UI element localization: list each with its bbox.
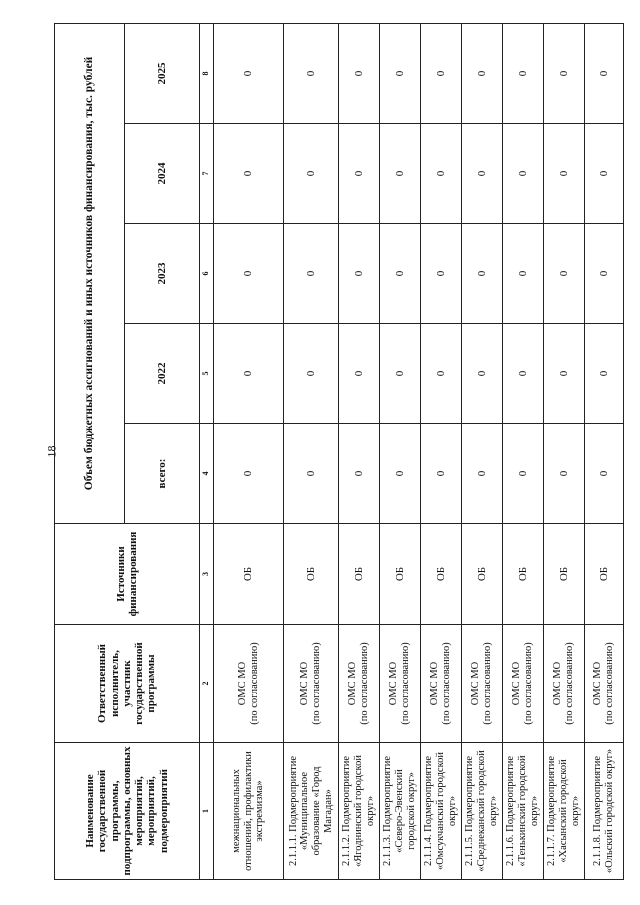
column-number: 4 — [200, 424, 214, 524]
row-source-cell: ОБ — [462, 524, 503, 625]
row-responsible-cell — [544, 625, 585, 743]
row-2023-cell: 0 — [462, 224, 503, 324]
budget-table — [54, 23, 624, 880]
row-source-cell: ОБ — [214, 524, 284, 625]
responsible-note: (по согласованию) — [564, 642, 575, 725]
row-2024-cell: 0 — [503, 124, 544, 224]
row-2025-cell: 0 — [284, 23, 339, 123]
table-row — [421, 23, 462, 879]
row-source-cell: ОБ — [380, 524, 421, 625]
responsible-note: (по согласованию) — [523, 642, 534, 725]
column-number: 5 — [200, 324, 214, 424]
row-2023-cell: 0 — [503, 224, 544, 324]
row-2022-cell: 0 — [585, 324, 624, 424]
row-total-cell: 0 — [462, 424, 503, 524]
row-responsible-cell — [339, 625, 380, 743]
row-total-cell: 0 — [421, 424, 462, 524]
row-2024-cell: 0 — [380, 124, 421, 224]
row-2022-cell: 0 — [339, 324, 380, 424]
row-2025-cell: 0 — [214, 23, 284, 123]
responsible-note: (по согласованию) — [311, 642, 322, 725]
responsible-note: (по согласованию) — [359, 642, 370, 725]
header-2025: 2025 — [125, 23, 200, 123]
row-source-cell: ОБ — [421, 524, 462, 625]
row-total-cell: 0 — [284, 424, 339, 524]
row-2025-cell: 0 — [585, 23, 624, 123]
column-number: 1 — [200, 743, 214, 880]
row-2022-cell: 0 — [544, 324, 585, 424]
row-2025-cell: 0 — [339, 23, 380, 123]
row-name-cell: 2.1.1.1. Подмероприятие «Муниципальное образование «Город Магадан» — [284, 743, 339, 880]
header-sources: Источники финансирования — [55, 524, 200, 625]
row-2022-cell: 0 — [284, 324, 339, 424]
row-source-cell: ОБ — [544, 524, 585, 625]
responsible-label: ОМС МО — [552, 661, 564, 706]
column-number: 8 — [200, 23, 214, 123]
row-name-cell: 2.1.1.2. Подмероприятие «Ягоднинский городской округ» — [339, 743, 380, 880]
table-row — [503, 23, 544, 879]
row-total-cell: 0 — [503, 424, 544, 524]
row-2024-cell: 0 — [544, 124, 585, 224]
row-2022-cell: 0 — [503, 324, 544, 424]
row-source-cell: ОБ — [284, 524, 339, 625]
column-number: 3 — [200, 524, 214, 625]
row-2024-cell: 0 — [284, 124, 339, 224]
row-2023-cell: 0 — [585, 224, 624, 324]
row-2024-cell: 0 — [339, 124, 380, 224]
table-row — [380, 23, 421, 879]
row-2022-cell: 0 — [462, 324, 503, 424]
rotated-table-container — [54, 24, 615, 880]
table-row — [544, 23, 585, 879]
responsible-label: ОМС МО — [470, 661, 482, 706]
row-total-cell: 0 — [339, 424, 380, 524]
responsible-label: ОМС МО — [388, 661, 400, 706]
row-responsible-cell — [214, 625, 284, 743]
column-number: 6 — [200, 224, 214, 324]
responsible-note: (по согласованию) — [248, 642, 260, 725]
header-name: Наименование государственной программы, подпрограммы, основных мероприятий, мероприятий, подмероприятий — [55, 743, 200, 880]
responsible-label: ОМС МО — [236, 661, 248, 706]
row-2024-cell: 0 — [585, 124, 624, 224]
row-total-cell: 0 — [380, 424, 421, 524]
row-2023-cell: 0 — [544, 224, 585, 324]
row-source-cell: ОБ — [585, 524, 624, 625]
responsible-note: (по согласованию) — [441, 642, 452, 725]
row-responsible-cell — [421, 625, 462, 743]
row-source-cell: ОБ — [339, 524, 380, 625]
responsible-label: ОМС МО — [511, 661, 523, 706]
row-2025-cell: 0 — [380, 23, 421, 123]
row-2023-cell: 0 — [214, 224, 284, 324]
header-responsible: Ответственный исполнитель, участник государственной программы — [55, 625, 200, 743]
row-2024-cell: 0 — [462, 124, 503, 224]
row-2023-cell: 0 — [421, 224, 462, 324]
row-2025-cell: 0 — [544, 23, 585, 123]
row-responsible-cell — [503, 625, 544, 743]
responsible-note: (по согласованию) — [482, 642, 493, 725]
row-name-cell: 2.1.1.4. Подмероприятие «Омсукчанский городской округ» — [421, 743, 462, 880]
header-2024: 2024 — [125, 124, 200, 224]
row-total-cell: 0 — [544, 424, 585, 524]
responsible-label: ОМС МО — [347, 661, 359, 706]
page-number: 18 — [44, 445, 59, 458]
row-name-cell: 2.1.1.6. Подмероприятие «Тенькинский городской округ» — [503, 743, 544, 880]
row-name-cell: 2.1.1.5. Подмероприятие «Среднеканский городской округ» — [462, 743, 503, 880]
table-body — [214, 23, 624, 879]
row-2022-cell: 0 — [214, 324, 284, 424]
table-row — [462, 23, 503, 879]
row-2023-cell: 0 — [339, 224, 380, 324]
table-row — [585, 23, 624, 879]
row-total-cell: 0 — [214, 424, 284, 524]
row-2022-cell: 0 — [421, 324, 462, 424]
header-2022: 2022 — [125, 324, 200, 424]
header-row-1 — [55, 23, 125, 879]
row-2024-cell: 0 — [421, 124, 462, 224]
responsible-label: ОМС МО — [592, 661, 604, 706]
column-number: 7 — [200, 124, 214, 224]
row-2023-cell: 0 — [284, 224, 339, 324]
row-2024-cell: 0 — [214, 124, 284, 224]
header-total: всего: — [125, 424, 200, 524]
row-responsible-cell — [462, 625, 503, 743]
column-number-row — [200, 23, 214, 879]
row-2022-cell: 0 — [380, 324, 421, 424]
column-number: 2 — [200, 625, 214, 743]
responsible-label: ОМС МО — [429, 661, 441, 706]
row-2025-cell: 0 — [421, 23, 462, 123]
responsible-note: (по согласованию) — [604, 642, 615, 725]
responsible-label: ОМС МО — [299, 661, 311, 706]
row-2025-cell: 0 — [503, 23, 544, 123]
row-responsible-cell — [380, 625, 421, 743]
row-total-cell: 0 — [585, 424, 624, 524]
row-2025-cell: 0 — [462, 23, 503, 123]
row-responsible-cell — [585, 625, 624, 743]
header-2023: 2023 — [125, 224, 200, 324]
row-responsible-cell — [284, 625, 339, 743]
row-name-cell: 2.1.1.8. Подмероприятие «Ольский городской округ» — [585, 743, 624, 880]
row-name-cell: 2.1.1.3. Подмероприятие «Северо-Эвенский городской округ» — [380, 743, 421, 880]
table-row — [339, 23, 380, 879]
row-2023-cell: 0 — [380, 224, 421, 324]
table-row — [214, 23, 284, 879]
table-row — [284, 23, 339, 879]
row-name-cell: 2.1.1.7. Подмероприятие «Хасынский городской округ» — [544, 743, 585, 880]
header-budget-group: Объем бюджетных ассигнований и иных источников финансирования, тыс. рублей — [55, 23, 125, 523]
row-name-cell: межнациональных отношений, профилактики экстремизма» — [214, 743, 284, 880]
row-source-cell: ОБ — [503, 524, 544, 625]
responsible-note: (по согласованию) — [400, 642, 411, 725]
